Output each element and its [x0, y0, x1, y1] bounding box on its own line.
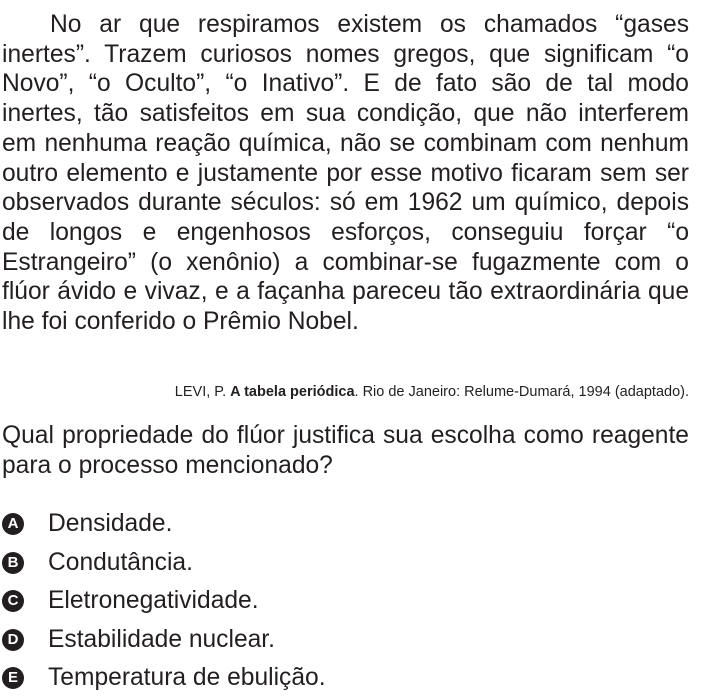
option-a-letter-badge: A: [2, 513, 24, 535]
option-c[interactable]: [2, 582, 326, 621]
option-b[interactable]: [2, 544, 326, 583]
option-d-letter-badge: D: [2, 629, 24, 651]
option-a-text: Densidade.: [48, 510, 173, 538]
citation-title: A tabela periódica: [230, 384, 355, 400]
citation-publisher: . Rio de Janeiro: Relume-Dumará, 1994 (adaptado).: [354, 384, 689, 400]
citation: [175, 383, 689, 401]
option-c-text: Eletronegatividade.: [48, 587, 259, 615]
citation-author: LEVI, P.: [174, 384, 231, 400]
option-d[interactable]: [2, 621, 326, 660]
option-d-text: Estabilidade nuclear.: [48, 625, 275, 653]
option-e-text: Temperatura de ebulição.: [48, 664, 326, 692]
option-a[interactable]: [2, 505, 326, 544]
option-c-letter-badge: C: [2, 590, 24, 612]
question-text: Qual propriedade do flúor justifica sua escolha como reagente para o processo mencionado?: [2, 422, 689, 479]
passage-text: No ar que respiramos existem os chamados “gases inertes”. Trazem curiosos nomes gregos, que significam “o Novo”, “o Oculto”, “o Inativo”. E de fato são de tal modo inertes, tão satisfeitos em sua condição, que não interferem em nenhuma reação química, não se combinam com nenhum outro elemento e justamente por esse motivo ficaram sem ser observados durante séculos: só em 1962 um químico, depois de longos e engenhosos esforços, conseguiu forçar “o Estrangeiro” (o xenônio) a combinar-se fugazmente com o flúor ávido e vivaz, e a façanha pareceu tão extraordinária que lhe foi conferido o Prêmio Nobel.: [2, 11, 689, 336]
answer-options: [2, 505, 326, 698]
option-e-letter-badge: E: [2, 667, 24, 689]
option-e[interactable]: [2, 659, 326, 698]
option-b-text: Condutância.: [48, 548, 193, 576]
option-b-letter-badge: B: [2, 552, 24, 574]
